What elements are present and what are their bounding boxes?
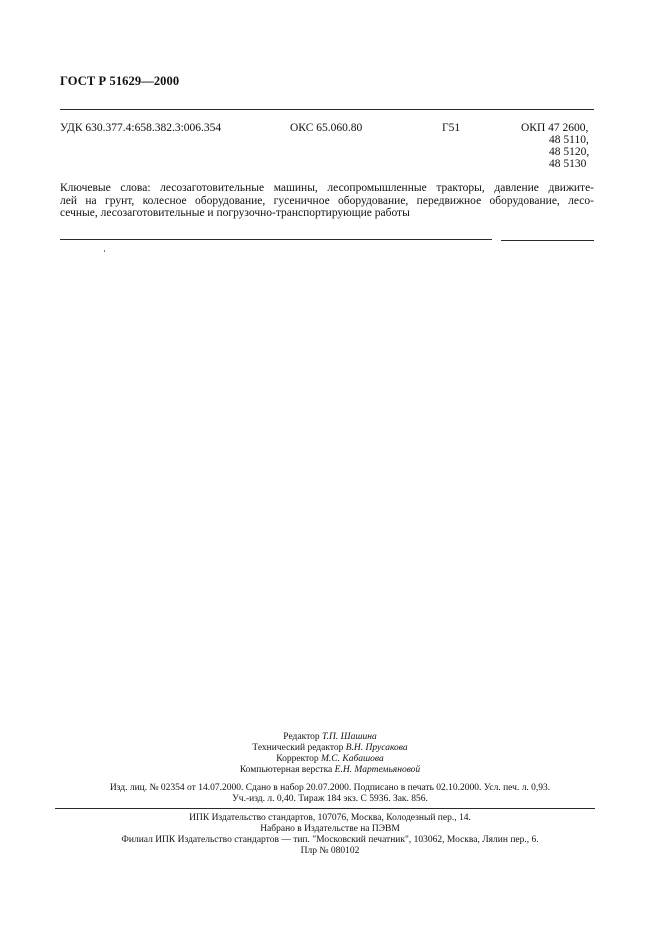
credit-layout [200, 765, 460, 776]
keywords-paragraph [60, 182, 594, 220]
okp-line: 48 5120, [549, 146, 590, 158]
group-code: Г51 [442, 122, 461, 134]
credit-name: Т.П. Шашина [321, 732, 377, 742]
credit-tech-editor [200, 743, 460, 754]
okp-codes [521, 122, 589, 170]
credit-name: М.С. Кабашова [321, 754, 384, 764]
publisher-line: Филиал ИПК Издательство стандартов — тип. "Московский печатник", 103062, Москва, Лялин пер., 6. [121, 835, 539, 845]
publisher-line: ИПК Издательство стандартов, 107076, Москва, Колодезный пер., 14. [189, 813, 471, 823]
credit-role: Компьютерная верстка [239, 765, 333, 775]
publisher-line: Набрано в Издательстве на ПЭВМ [260, 824, 400, 834]
publisher-block [60, 813, 600, 857]
udk-code: УДК 630.377.4:658.382.3:006.354 [60, 122, 222, 134]
keywords-divider-right [501, 240, 594, 241]
okp-line: 48 5110, [549, 134, 589, 146]
oks-code: ОКС 65.060.80 [290, 122, 363, 134]
credit-editor [200, 732, 460, 743]
credits-block [200, 732, 460, 776]
credit-role: Редактор [283, 732, 320, 742]
header-divider [60, 109, 594, 110]
credit-proofreader [200, 754, 460, 765]
imprint-line: Уч.-изд. л. 0,40. Тираж 184 экз. С 5936. Зак. 856. [232, 794, 428, 804]
imprint-divider [55, 808, 595, 809]
keywords-divider-left [60, 239, 492, 240]
credit-name: Е.Н. Мартемьяновой [334, 765, 421, 775]
standard-title: ГОСТ Р 51629—2000 [60, 74, 180, 88]
credit-name: В.Н. Прусакова [345, 743, 408, 753]
okp-line: ОКП 47 2600, [521, 122, 589, 134]
keywords-line: сечные, лесозаготовительные и погрузочно-транспортирующие работы [60, 207, 410, 219]
imprint-block [50, 783, 610, 805]
scan-dot [104, 250, 105, 252]
okp-line: 48 5130 [549, 158, 587, 170]
imprint-line: Изд. лиц. № 02354 от 14.07.2000. Сдано в набор 20.07.2000. Подписано в печать 02.10.2000. Усл. печ. л. 0,93. [109, 783, 551, 793]
credit-role: Технический редактор [252, 743, 344, 753]
credit-role: Корректор [276, 754, 319, 764]
publisher-line: Плр № 080102 [300, 846, 360, 856]
keywords-line: лей на грунт, колесное оборудование, гусеничное оборудование, передвижное оборудование, лесо- [60, 194, 594, 207]
keywords-line: Ключевые слова: лесозаготовительные машины, лесопромышленные тракторы, давление движите- [60, 182, 594, 194]
